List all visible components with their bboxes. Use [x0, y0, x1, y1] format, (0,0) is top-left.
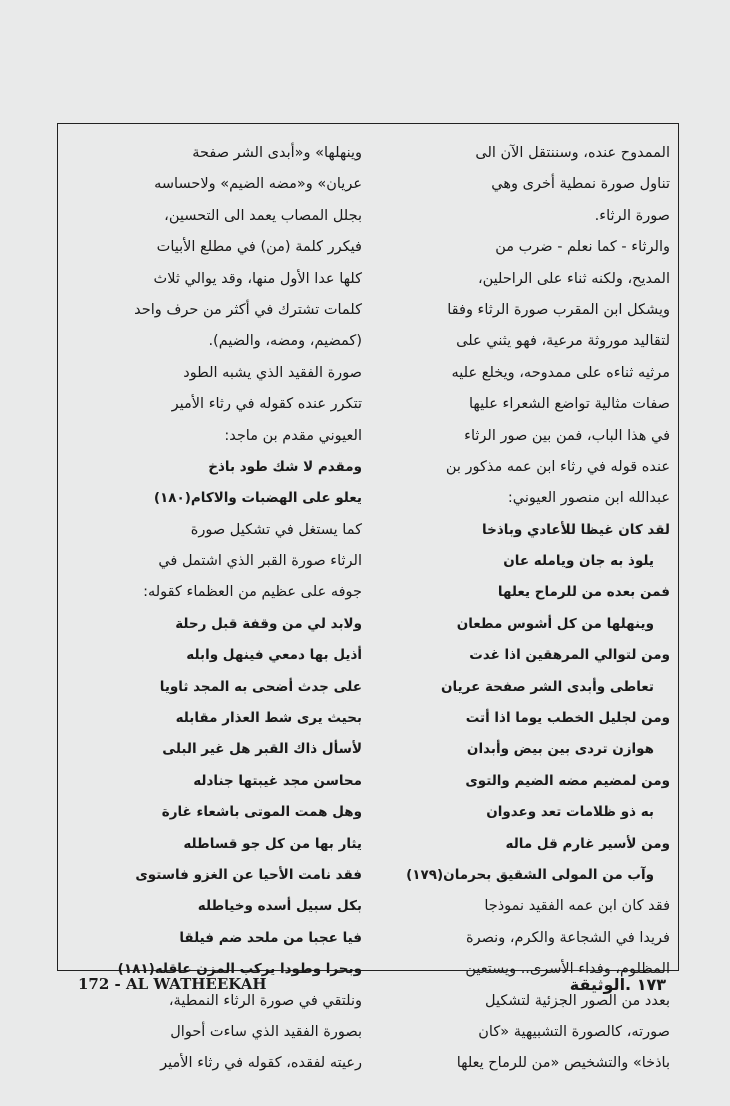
text-line: كلها عدا الأول منها، وقد يوالي ثلاث — [153, 270, 362, 287]
text-line: رعيته لفقده، كقوله في رثاء الأمير — [160, 1055, 362, 1072]
verse-line: تعاطى وأبدى الشر صفحة عريان — [441, 678, 654, 695]
text-line: العيوني مقدم بن ماجد: — [224, 427, 362, 444]
verse-line: على جدث أضحى به المجد ثاويا — [159, 678, 362, 695]
text-line: المظلوم، وفداء الأسرى.. ويستعين — [465, 961, 670, 978]
footer-right-page-number: ١٧٣ .الوثيقة — [569, 975, 666, 994]
verse-line: بحيث يرى شط العذار مقابله — [175, 710, 362, 727]
text-line: لتقاليد موروثة مرعية، فهو يثني على — [456, 333, 670, 350]
verse-line: فيا عجبا من ملحد ضم فيلقا — [179, 929, 362, 946]
text-line: فيكرر كلمة (من) في مطلع الأبيات — [156, 239, 362, 256]
verse-line: بكل سبيل أسده وخياطله — [197, 898, 362, 915]
text-line: صفات مثالية تواضع الشعراء عليها — [468, 396, 670, 413]
text-line: بصورة الفقيد الذي ساءت أحوال — [170, 1023, 362, 1040]
verse-line: ومن لأسير غارم قل ماله — [505, 835, 670, 852]
text-line: الرثاء صورة القبر الذي اشتمل في — [158, 553, 362, 570]
text-line: مرثيه ثناءه على ممدوحه، ويخلع عليه — [451, 364, 670, 381]
text-line: عريان» و«مضه الضيم» ولاحساسه — [154, 176, 362, 193]
text-line: صورة الرثاء. — [594, 207, 670, 224]
text-line: باذخا» والتشخيص «من للرماح يعلها — [456, 1055, 670, 1072]
text-line: بعدد من الصور الجزئية لتشكيل — [485, 992, 670, 1009]
verse-line: ومن لتوالي المرهقين اذا غدت — [469, 647, 670, 664]
verse-line: أذيل بها دمعي فينهل وابله — [186, 647, 362, 664]
verse-line: لأسأل ذاك القبر هل غير البلى — [162, 741, 362, 758]
text-line: بجلل المصاب يعمد الى التحسين، — [164, 207, 362, 224]
text-line: عبدالله ابن منصور العيوني: — [507, 490, 670, 507]
text-line: فقد كان ابن عمه الفقيد نموذجا — [484, 898, 670, 915]
verse-line: به ذو ظلامات تعد وعدوان — [486, 804, 654, 821]
text-line: (كمضيم، ومضه، والضيم). — [208, 333, 362, 350]
text-line: تتكرر عنده كقوله في رثاء الأمير — [171, 396, 362, 413]
footer-left-page-number: 172 - AL WATHEEKAH — [78, 975, 267, 993]
verse-line: لقد كان غيظا للأعادي وباذخا — [482, 521, 670, 538]
verse-line: هوازن تردى بين بيض وأبدان — [466, 741, 654, 758]
text-line: والرثاء - كما نعلم - ضرب من — [495, 239, 670, 256]
verse-line: محاسن مجد غيبتها جنادله — [193, 772, 362, 789]
page-footer — [0, 975, 730, 1001]
text-line: فريدا في الشجاعة والكرم، ونصرة — [466, 929, 670, 946]
verse-line: فمن بعده من للرماح يعلها — [497, 584, 670, 601]
text-line: الممدوح عنده، وسننتقل الآن الى — [475, 145, 670, 161]
text-line: صورة الفقيد الذي يشبه الطود — [183, 364, 362, 381]
verse-line: وهل همت الموتى باشعاء غارة — [161, 804, 362, 821]
text-line: ونلتقي في صورة الرثاء النمطية، — [168, 992, 362, 1009]
text-line: تناول صورة نمطية أخرى وهي — [491, 176, 670, 193]
text-line: كلمات تشترك في أكثر من حرف واحد — [134, 301, 362, 318]
verse-line: فقد نامت الأحيا عن الغزو فاستوى — [135, 866, 362, 883]
verse-line: وينهلها من كل أشوس مطعان — [456, 615, 654, 632]
text-line: المديح، ولكنه ثناء على الراحلين، — [477, 270, 670, 287]
verse-line: يعلو على الهضبات والاكام(١٨٠) — [153, 490, 362, 507]
verse-line: وبحرا وطودا يركب المزن عاقله(١٨١) — [117, 961, 362, 978]
verse-line: ومن لمضيم مضه الضيم والتوى — [465, 772, 670, 789]
text-line: وينهلها» و«أبدى الشر صفحة — [192, 145, 362, 161]
verse-line: ولابد لي من وقفة قبل رحلة — [175, 615, 362, 632]
text-line: كما يستغل في تشكيل صورة — [190, 521, 362, 538]
verse-line: ومقدم لا شك طود باذخ — [208, 458, 362, 475]
verse-line: ومن لجليل الخطب يوما اذا أتت — [465, 710, 670, 727]
verse-line: يثار بها من كل جو قساطله — [183, 835, 362, 852]
text-line: جوفه على عظيم من العظماء كقوله: — [143, 584, 362, 601]
text-line: ويشكل ابن المقرب صورة الرثاء وفقا — [447, 301, 670, 318]
verse-line: يلوذ به جان ويامله عان — [503, 553, 654, 570]
text-line: صورته، كالصورة التشبيهية «كان — [478, 1023, 670, 1040]
verse-line: وآب من المولى الشقيق بحرمان(١٧٩) — [406, 866, 654, 883]
text-line: في هذا الباب، فمن بين صور الرثاء — [464, 427, 670, 444]
text-line: عنده قوله في رثاء ابن عمه مذكور بن — [445, 458, 670, 475]
